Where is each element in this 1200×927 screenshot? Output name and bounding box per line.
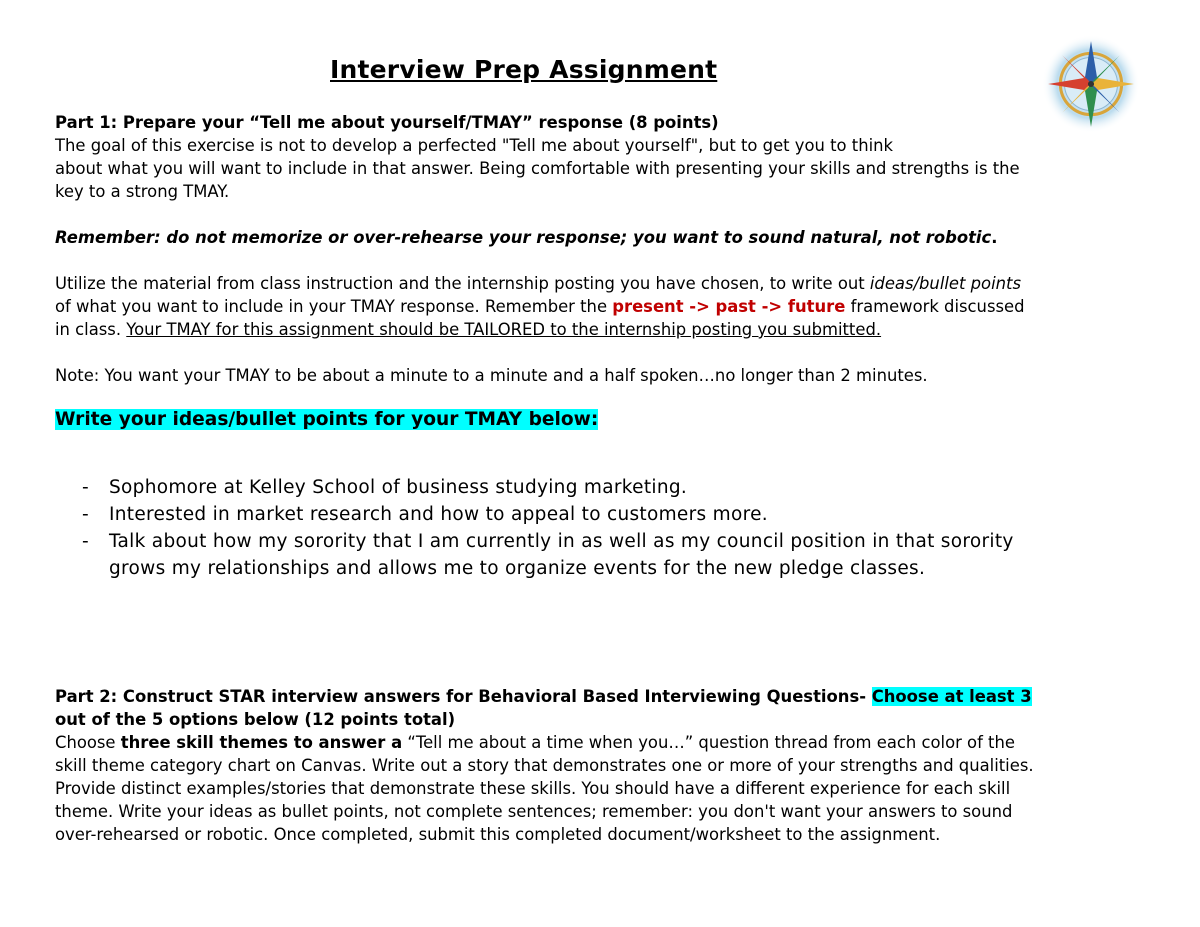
part2-heading: Part 2: Construct STAR interview answers for Behavioral Based Interviewing Questions- [55, 687, 872, 706]
part1-goal-line-2: about what you will want to include in that answer. Being comfortable with presenting your skills and strengths is the [55, 159, 1020, 178]
part2-line-4: theme. Write your ideas as bullet points, not complete sentences; remember: you don't want your answers to sound [55, 802, 1013, 821]
list-item: - Sophomore at Kelley School of business studying marketing. [82, 474, 1172, 501]
skill-themes-emphasis: three skill themes to answer a [120, 733, 403, 752]
part1-section [55, 111, 1155, 203]
bullet-dash: - [82, 477, 89, 498]
remember-note [55, 226, 1155, 249]
bullet-dash: - [82, 504, 89, 525]
part2-section: Part 2: Construct STAR interview answers for Behavioral Based Interviewing Questions- Choose at least 3 out of the 5 options below (12 points total) Choose three skill themes to answer a “Tell me about a time when you…” question thread from each color of the skill theme category chart on Canvas. Write out a story that demonstrates one or more of your strengths and qualities. Provide distinct examples/stories that demonstrate these skills. You should have a different experience for each skill theme. Write your ideas as bullet points, not complete sentences; remember: you don't want your answers to sound over-rehearsed or robotic. Once completed, submit this completed document/worksheet to the assignment. [55, 685, 1175, 846]
part2-highlight: Choose at least 3 [871, 687, 1032, 706]
utilize-ideas-italic: ideas/bullet points [869, 274, 1021, 293]
tmay-bullet-list [82, 474, 1172, 582]
duration-note [55, 364, 1155, 387]
part1-goal-line-1: The goal of this exercise is not to develop a perfected "Tell me about yourself", but to get you to think [55, 136, 894, 155]
part1-goal-line-3: key to a strong TMAY. [55, 182, 230, 201]
part2-line-5: over-rehearsed or robotic. Once completed, submit this completed document/worksheet to the assignment. [55, 825, 941, 844]
part2-line-2: skill theme category chart on Canvas. Write out a story that demonstrates one or more of your strengths and qualities. [55, 756, 1034, 775]
framework-emphasis: present -> past -> future [612, 297, 846, 316]
utilize-paragraph [55, 272, 1155, 341]
list-item: - Interested in market research and how to appeal to customers more. [82, 501, 1172, 528]
utilize-line-1: Utilize the material from class instruction and the internship posting you have chosen, to write out [55, 274, 870, 293]
utilize-line-2-end: framework discussed [845, 297, 1025, 316]
remember-text: Remember: do not memorize or over-rehearse your response; you want to sound natural, not robotic [55, 228, 992, 247]
write-ideas-heading: Write your ideas/bullet points for your TMAY below: [55, 409, 599, 430]
tailored-requirement: Your TMAY for this assignment should be TAILORED to the internship posting you submitted. [126, 320, 882, 339]
bullet-dash: - [82, 531, 89, 552]
utilize-line-2: of what you want to include in your TMAY response. Remember the [55, 297, 613, 316]
list-item: - Talk about how my sorority that I am currently in as well as my council position in that sorority grows my relationships and allows me to organize events for the new pledge classes. [82, 528, 1172, 582]
remember-period: . [991, 228, 998, 247]
utilize-line-3: in class. [55, 320, 127, 339]
part1-heading: Part 1: Prepare your “Tell me about yourself/TMAY” response (8 points) [55, 113, 719, 132]
note-text: Note: You want your TMAY to be about a minute to a minute and a half spoken…no longer than 2 minutes. [55, 366, 928, 385]
part2-line-3: Provide distinct examples/stories that demonstrate these skills. You should have a different experience for each skill [55, 779, 1011, 798]
page-title: Interview Prep Assignment [330, 55, 718, 84]
write-heading-row [55, 407, 1155, 433]
part2-heading-line-2: out of the 5 options below (12 points total) [55, 710, 456, 729]
